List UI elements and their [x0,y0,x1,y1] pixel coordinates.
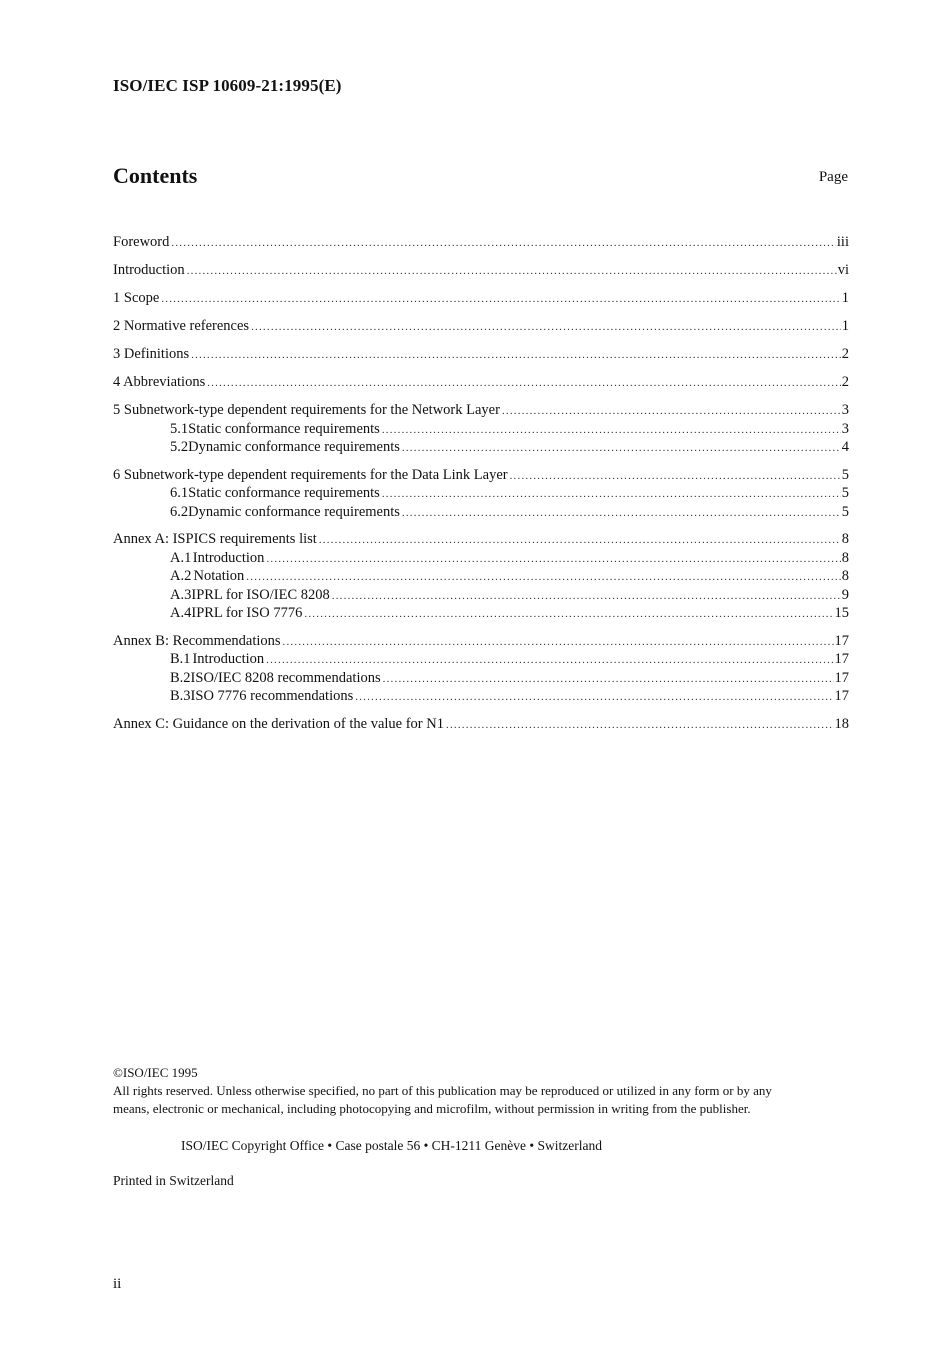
toc-entry-page: 9 [841,586,849,603]
toc-dot-leader [319,531,841,550]
toc-group [113,317,849,336]
toc-entry-page: 5 [841,466,849,483]
toc-group [113,401,849,457]
toc-entry [113,317,849,336]
toc-entry-number: B.3 [170,688,191,704]
page-column-heading: Page [818,169,848,185]
toc-entry-title: Introduction [192,651,265,667]
toc-subentry [113,604,849,623]
toc-entry-title: 2 Normative references [113,318,250,334]
toc-dot-leader [171,234,836,253]
toc-entry [113,715,849,734]
toc-entry-title: Notation [193,568,245,584]
table-of-contents [113,233,849,743]
toc-entry-page: 17 [834,688,849,704]
toc-dot-leader [266,550,840,569]
toc-entry-number: 6.1 [170,485,189,501]
rights-text-line-2: means, electronic or mechanical, including photocopying and microfilm, without permission in writing from the publisher. [113,1101,751,1116]
toc-entry-title: Dynamic conformance requirements [188,439,400,455]
toc-entry-page: 17 [834,651,849,667]
toc-entry-title: Introduction [192,549,265,566]
toc-subentry [113,586,849,605]
toc-group [113,261,849,280]
toc-entry-title: Annex B: Recommendations [113,632,281,649]
toc-entry-number: A.1 [170,549,192,566]
toc-dot-leader [355,688,833,707]
toc-dot-leader [446,716,834,735]
toc-group [113,530,849,623]
copyright-notice: ©ISO/IEC 1995 [113,1065,198,1080]
toc-entry-number: B.1 [170,651,191,667]
toc-entry-title: Dynamic conformance requirements [188,503,400,520]
toc-entry-page: 5 [841,485,849,501]
document-id-header: ISO/IEC ISP 10609-21:1995(E) [113,76,342,95]
toc-entry-title: 1 Scope [113,290,160,306]
toc-entry [113,261,849,280]
toc-dot-leader [251,318,841,337]
toc-dot-leader [283,633,834,652]
toc-entry-page: 5 [841,503,849,520]
toc-subentry [113,650,849,669]
toc-dot-leader [402,504,841,523]
toc-dot-leader [266,651,833,670]
toc-entry-title: 4 Abbreviations [113,374,206,390]
toc-entry-title: Annex A: ISPICS requirements list [113,531,317,547]
toc-dot-leader [382,421,841,440]
toc-entry-title: 6 Subnetwork-type dependent requirements for the Data Link Layer [113,466,508,483]
toc-entry-page: 2 [841,346,849,362]
toc-group [113,373,849,392]
toc-entry [113,632,849,651]
toc-subentry [113,669,849,688]
contents-heading: Contents [113,163,198,188]
toc-group [113,632,849,706]
toc-entry-title: Annex C: Guidance on the derivation of the value for N1 [113,715,444,732]
toc-entry-page: 4 [841,439,849,455]
page-number: ii [113,1276,122,1292]
toc-group [113,289,849,308]
toc-entry-page: 18 [834,715,849,732]
toc-subentry [113,484,849,503]
toc-entry-page: vi [837,262,849,278]
toc-entry-page: iii [836,234,849,250]
toc-dot-leader [304,605,833,624]
toc-entry-title: IPRL for ISO 7776 [191,605,303,621]
toc-entry-page: 1 [841,318,849,334]
toc-entry-title: 3 Definitions [113,346,190,362]
toc-group [113,233,849,252]
toc-entry-title: IPRL for ISO/IEC 8208 [191,586,330,603]
printed-in-note: Printed in Switzerland [113,1173,234,1188]
toc-entry-page: 17 [834,669,849,686]
toc-dot-leader [402,439,841,458]
toc-entry [113,530,849,549]
toc-subentry [113,420,849,439]
toc-entry-number: A.4 [170,605,192,621]
toc-dot-leader [332,587,841,606]
toc-entry-page: 2 [841,374,849,390]
toc-subentry [113,687,849,706]
toc-group [113,466,849,522]
toc-entry-page: 15 [834,605,849,621]
toc-entry-page: 1 [841,290,849,306]
toc-entry-title: ISO 7776 recommendations [190,688,354,704]
toc-dot-leader [246,568,840,587]
toc-entry-page: 17 [834,632,849,649]
toc-dot-leader [207,374,841,393]
toc-entry-page: 3 [841,420,849,437]
toc-dot-leader [502,402,841,421]
toc-entry-page: 3 [841,402,849,418]
toc-dot-leader [383,670,834,689]
toc-entry-page: 8 [841,549,849,566]
toc-entry-title: Introduction [113,262,185,278]
toc-subentry [113,438,849,457]
toc-entry-page: 8 [841,531,849,547]
toc-entry [113,401,849,420]
toc-entry-title: ISO/IEC 8208 recommendations [190,669,381,686]
toc-dot-leader [510,467,841,486]
toc-group [113,715,849,734]
toc-entry-number: 5.1 [170,420,189,437]
toc-entry-number: B.2 [170,669,191,686]
toc-dot-leader [191,346,841,365]
toc-entry-page: 8 [841,568,849,584]
toc-entry-title: Foreword [113,234,170,250]
toc-entry-number: 5.2 [170,439,189,455]
toc-entry-number: 6.2 [170,503,189,520]
toc-group [113,345,849,364]
toc-subentry [113,549,849,568]
toc-subentry [113,567,849,586]
toc-dot-leader [161,290,840,309]
toc-entry [113,345,849,364]
toc-entry-number: A.3 [170,586,192,603]
toc-entry [113,373,849,392]
copyright-office-address: ISO/IEC Copyright Office • Case postale 56 • CH-1211 Genève • Switzerland [181,1138,602,1153]
toc-entry [113,466,849,485]
toc-entry-title: 5 Subnetwork-type dependent requirements for the Network Layer [113,402,500,418]
toc-entry-title: Static conformance requirements [188,420,380,437]
toc-subentry [113,503,849,522]
toc-dot-leader [382,485,841,504]
toc-entry-title: Static conformance requirements [188,485,380,501]
rights-text-line-1: All rights reserved. Unless otherwise specified, no part of this publication may be reproduced or utilized in any form or by any [113,1083,772,1098]
toc-entry-number: A.2 [170,568,192,584]
copyright-block [113,1064,850,1118]
toc-entry [113,233,849,252]
toc-entry [113,289,849,308]
toc-dot-leader [187,262,837,281]
